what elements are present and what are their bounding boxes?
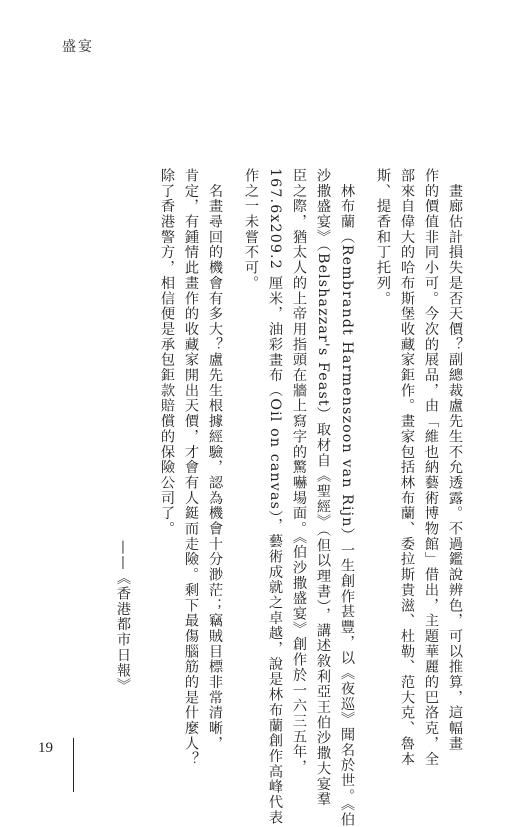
text-column: 作之一未嘗不可。 [243, 168, 259, 291]
text-column: 畫廊估計損失是否天價？副總裁盧先生不允透露。不過鑑說辨色，可以推算，這幅畫 [447, 168, 463, 752]
text-column: 林布蘭（Rembrandt Harmenszoon van Rijn）一生創作甚豐，以《夜巡》聞名於世。《伯 [339, 168, 355, 827]
text-column: 名畫尋回的機會有多大？盧先生根據經驗，認為機會十分渺茫；竊賊目標非常清晰， [207, 168, 223, 752]
text-column: 肯定，有鍾情此畫作的收藏家開出天價，才會有人鋌而走險。剩下最傷腦筋的是什麼人？ [183, 168, 199, 767]
source-attribution: ——《香港都市日報》 [115, 540, 131, 694]
margin-rule [73, 738, 74, 792]
text-column: 臣之際，猶太人的上帝用指頭在牆上寫字的驚嚇場面。《伯沙撒盛宴》創作於一六三五年， [291, 168, 307, 775]
text-column: 部來自偉大的哈布斯堡收藏家鉅作。畫家包括林布蘭、委拉斯貴滋、杜勒、范大克、魯本 [399, 168, 415, 767]
text-column: 斯、提香和丁托列。 [375, 168, 391, 307]
text-column: 除了香港警方，相信便是承包鉅款賠償的保險公司了。 [159, 168, 175, 537]
text-column: 沙撒盛宴》（Belshazzar's Feast）取材自《聖經》（但以理書），講述敘利亞王伯沙撒大宴羣 [315, 168, 331, 807]
page-number: 19 [38, 740, 53, 756]
page-header: 盛宴 [62, 39, 94, 55]
text-column: 作的價值非同小可。今次的展品，由「維也納藝術博物館」借出，主題華麗的巴洛克，全 [423, 168, 439, 767]
text-column: 167.6x209.2 厘米，油彩畫布（Oil on canvas），藝術成就之卓越，說是林布蘭創作高峰代表 [267, 168, 283, 826]
